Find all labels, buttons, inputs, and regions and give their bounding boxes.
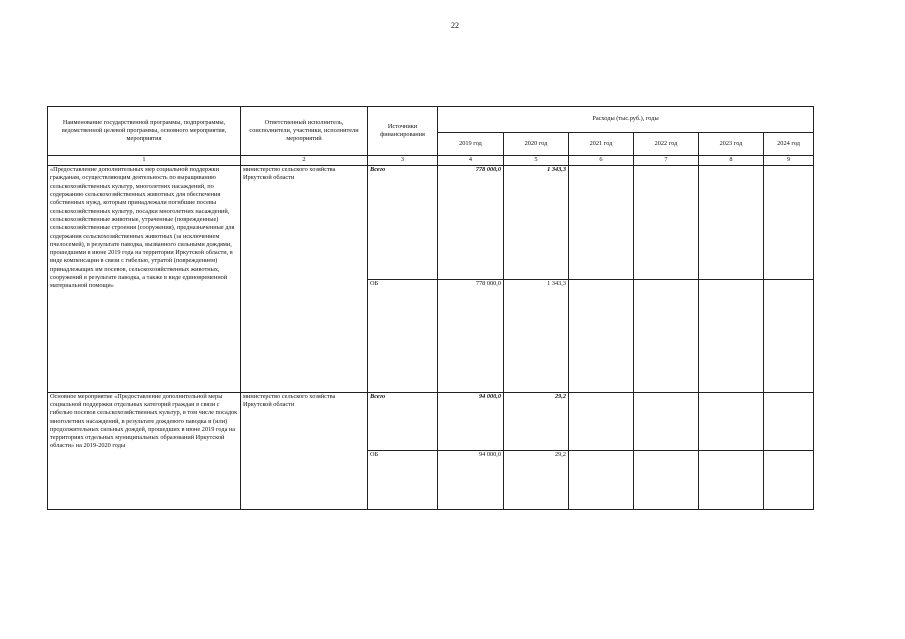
- value-2020-regional: 1 343,3: [504, 280, 569, 392]
- col-number: 2: [241, 156, 368, 166]
- col-number: 8: [699, 156, 764, 166]
- executor-cell: министерство сельского хозяйства Иркутской области: [241, 392, 368, 509]
- program-name-cell: Основное мероприятие «Предоставление дополнительной меры социальной поддержки отдельных категорий граждан в связи с гибелью посевов сельскохозяйственных культур, в том числе посадок многолетних насаждений, в результате дождевого паводка и (или) продолжительных сильных дождей, прошедших в июне 2019 года на территориях отдельных муниципальных образований Иркутской области» на 2019-2020 годы: [48, 392, 241, 509]
- value-2024-regional: [764, 280, 814, 392]
- value-2019-regional: 778 000,0: [438, 280, 504, 392]
- value-2022-regional: [634, 280, 699, 392]
- value-2019-total: 778 000,0: [438, 166, 504, 280]
- header-sources: Источники финансирования: [368, 107, 438, 156]
- header-expenses: Расходы (тыс.руб.), годы: [438, 107, 814, 133]
- expenses-table: [47, 106, 814, 510]
- header-year-2020: 2020 год: [504, 133, 569, 156]
- header-year-2021: 2021 год: [569, 133, 634, 156]
- col-number: 6: [569, 156, 634, 166]
- header-year-2024: 2024 год: [764, 133, 814, 156]
- value-2020-total: 29,2: [504, 392, 569, 450]
- funding-source-total: Всего: [368, 166, 438, 280]
- value-2023-regional: [699, 450, 764, 509]
- value-2019-regional: 94 000,0: [438, 450, 504, 509]
- value-2022-regional: [634, 450, 699, 509]
- funding-source-regional: ОБ: [368, 280, 438, 392]
- col-number: 4: [438, 156, 504, 166]
- value-2021-regional: [569, 280, 634, 392]
- col-number: 7: [634, 156, 699, 166]
- value-2023-regional: [699, 280, 764, 392]
- col-number: 5: [504, 156, 569, 166]
- value-2022-total: [634, 392, 699, 450]
- header-year-2019: 2019 год: [438, 133, 504, 156]
- value-2020-regional: 29,2: [504, 450, 569, 509]
- header-year-2022: 2022 год: [634, 133, 699, 156]
- table-row: [48, 166, 814, 280]
- value-2019-total: 94 000,0: [438, 392, 504, 450]
- value-2022-total: [634, 166, 699, 280]
- value-2024-total: [764, 166, 814, 280]
- col-number: 3: [368, 156, 438, 166]
- value-2021-total: [569, 392, 634, 450]
- header-executor: Ответственный исполнитель, соисполнители, участники, исполнители мероприятий: [241, 107, 368, 156]
- value-2023-total: [699, 166, 764, 280]
- value-2024-total: [764, 392, 814, 450]
- funding-source-total: Всего: [368, 392, 438, 450]
- value-2024-regional: [764, 450, 814, 509]
- funding-source-regional: ОБ: [368, 450, 438, 509]
- col-number: 1: [48, 156, 241, 166]
- header-year-2023: 2023 год: [699, 133, 764, 156]
- header-program-name: Наименование государственной программы, подпрограммы, ведомственной целевой программы, основного мероприятия, мероприятия: [48, 107, 241, 156]
- value-2021-total: [569, 166, 634, 280]
- value-2023-total: [699, 392, 764, 450]
- program-name-cell: «Предоставление дополнительных мер социальной поддержки гражданам, осуществляющим деятельность по выращиванию сельскохозяйственных культур, многолетних насаждений, по содержанию сельскохозяйственных животных для обеспечения собственных нужд, которым принадлежали погибшие посевы сельскохозяйственных культур, посадки многолетних насаждений, сельскохозяйственные животные, утраченные (поврежденные) сельскохозяйственные строения (сооружения), предназначенные для содержания сельскохозяйственных животных (за исключением пчелосемей), в результате паводка, вызванного сильными дождями, прошедшими в июне 2019 года на территории Иркутской области, в виде компенсации в связи с гибелью, утратой (повреждением) принадлежащих им посевов, сельскохозяйственных животных, сооружений в результате паводка, а также в виде единовременной материальной помощи»: [48, 166, 241, 393]
- value-2021-regional: [569, 450, 634, 509]
- executor-cell: министерство сельского хозяйства Иркутской области: [241, 166, 368, 393]
- value-2020-total: 1 343,3: [504, 166, 569, 280]
- table-row: [48, 392, 814, 450]
- page-number: 22: [451, 21, 459, 30]
- col-number: 9: [764, 156, 814, 166]
